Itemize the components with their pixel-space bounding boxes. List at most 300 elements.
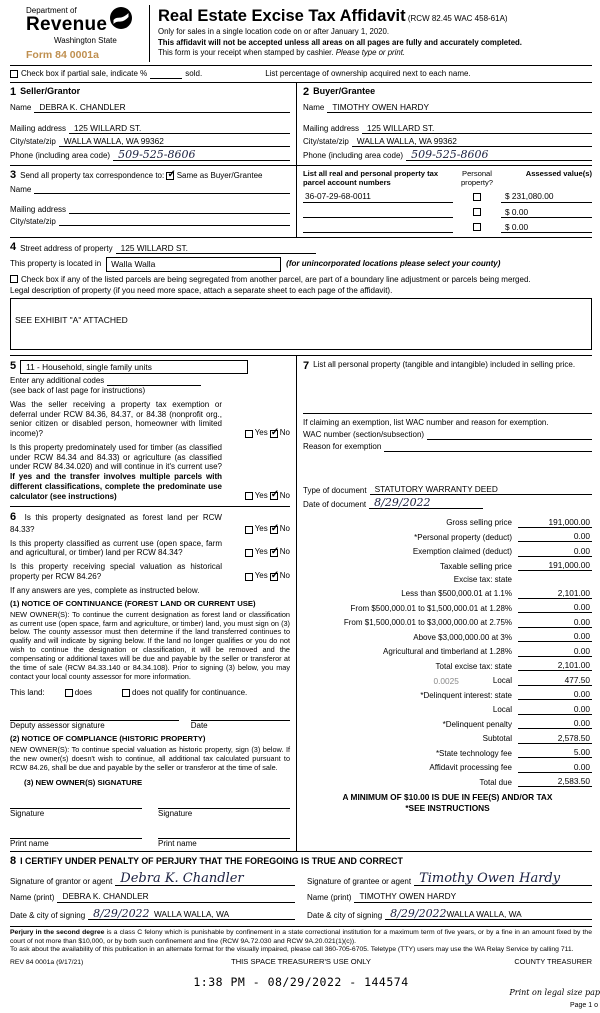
- tax-row-total-state: [303, 660, 592, 671]
- tax-label: Subtotal: [482, 734, 512, 744]
- timber-no-label: No: [279, 490, 290, 500]
- owner-signature-field-1[interactable]: [10, 798, 142, 809]
- personal-property-heading-row: [303, 360, 592, 373]
- section-3-number: 3: [10, 168, 17, 181]
- tax-value-field[interactable]: 477.50: [518, 675, 592, 686]
- tax-value-field[interactable]: 2,101.00: [518, 660, 592, 671]
- owner-print-label-1: Print name: [10, 838, 49, 848]
- current-use-no-label: No: [279, 547, 290, 557]
- owner-signature-block-2: [158, 798, 290, 819]
- timber-yes-checkbox[interactable]: [245, 492, 253, 500]
- buyer-phone-row: [303, 149, 592, 161]
- dept-of-label: Department of: [26, 6, 77, 15]
- correspondence-city-label: City/state/zip: [10, 216, 56, 226]
- parcel-number-field-3[interactable]: [303, 223, 453, 233]
- owner-print-label-2: Print name: [158, 838, 197, 848]
- grantee-print-field[interactable]: TIMOTHY OWEN HARDY: [354, 891, 592, 902]
- new-owners-signature-title: (3) NEW OWNER(S) SIGNATURE: [24, 778, 143, 788]
- agency-wordmark: [26, 6, 107, 36]
- partial-percent-field[interactable]: [150, 70, 182, 79]
- legal-description-label: Legal description of property (if you need more space, attach a separate sheet to each page of the affidavit).: [10, 286, 393, 296]
- timber-yes-no: [226, 443, 290, 502]
- grantor-certification: [10, 868, 303, 920]
- seller-phone-field[interactable]: 509-525-8606: [113, 149, 290, 161]
- personal-property-header: Personal property?: [460, 168, 494, 188]
- buyer-phone-field[interactable]: 509-525-8606: [406, 149, 592, 161]
- grantee-certification: [303, 868, 592, 920]
- correspondence-name-label: Name: [10, 184, 32, 194]
- correspondence-city-field[interactable]: [59, 216, 290, 226]
- assessed-value-field-3[interactable]: $ 0.00: [501, 222, 592, 233]
- tax-label: *Delinquent penalty: [442, 719, 512, 729]
- buyer-heading-row: [303, 86, 592, 99]
- wac-number-field[interactable]: [427, 430, 592, 440]
- certification-heading: I CERTIFY UNDER PENALTY OF PERJURY THAT THE FOREGOING IS TRUE AND CORRECT: [20, 856, 403, 867]
- additional-codes-field[interactable]: [107, 376, 201, 386]
- historic-yes-checkbox[interactable]: [245, 573, 253, 581]
- header-note-2: This affidavit will not be accepted unless all areas on all pages are fully and accurately completed.: [158, 37, 522, 47]
- owner-print-field-1[interactable]: [10, 828, 142, 839]
- grantee-print-row: [307, 891, 592, 902]
- tax-label: Local: [492, 676, 512, 686]
- document-date-row: [303, 497, 592, 509]
- grantor-signature-row: [10, 872, 295, 886]
- parcel-number-field-1[interactable]: 36-07-29-68-0011: [303, 191, 453, 202]
- current-use-yes-no: [226, 539, 290, 559]
- tax-label: *Delinquent interest: state: [420, 690, 512, 700]
- tax-label: Local: [492, 705, 512, 715]
- current-use-question: Is this property classified as current use (open space, farm and agricultural, or timber) land per RCW 84.34?: [10, 538, 222, 558]
- buyer-section: [297, 83, 592, 165]
- spacer: [303, 452, 592, 482]
- tax-row-tier-3: [303, 617, 592, 628]
- additional-codes-label: Enter any additional codes: [10, 376, 105, 386]
- if-yes-note: If any answers are yes, complete as instructed below.: [10, 585, 200, 595]
- tax-value-field[interactable]: 0.00: [518, 546, 592, 557]
- forest-yes-no: [226, 511, 290, 534]
- wac-number-label: WAC number (section/subsection): [303, 430, 425, 440]
- buyer-mailing-row: [303, 123, 592, 134]
- personal-property-label: List all personal property (tangible and intangible) included in selling price.: [313, 360, 576, 370]
- exemption-yes-no: [226, 400, 290, 439]
- tax-value-field[interactable]: 0.00: [518, 689, 592, 700]
- seller-phone-row: [10, 149, 290, 161]
- exemption-reason-field[interactable]: [384, 442, 592, 452]
- tax-row-delinquent-interest-local: [303, 704, 592, 715]
- seller-heading-row: [10, 86, 290, 99]
- correspondence-section: [10, 166, 592, 238]
- owner-signature-label-1: Signature: [10, 808, 45, 818]
- grantor-date-row: [10, 908, 295, 921]
- grantee-date-field[interactable]: 8/29/2022WALLA WALLA, WA: [385, 908, 592, 921]
- owner-print-block-2: [158, 828, 290, 849]
- personal-property-checkbox-2[interactable]: [473, 208, 481, 216]
- deputy-date-field[interactable]: [191, 710, 290, 721]
- current-use-yes-label: Yes: [254, 547, 268, 557]
- historic-no-checkbox[interactable]: ✓: [270, 569, 280, 581]
- parcel-row-3: [303, 222, 592, 233]
- exemption-yes-checkbox[interactable]: [245, 430, 253, 438]
- county-treasurer-label: COUNTY TREASURER: [514, 957, 592, 967]
- correspondence-heading-row: [10, 169, 290, 182]
- seller-section: [10, 83, 297, 165]
- certification-section: [10, 852, 592, 927]
- timber-question-row: [10, 443, 290, 502]
- land-use-section: [10, 360, 290, 501]
- tax-value-field[interactable]: 5.00: [518, 747, 592, 758]
- exemption-yes-label: Yes: [254, 428, 268, 438]
- street-address-label: Street address of property: [20, 244, 113, 254]
- tax-table: [303, 513, 592, 787]
- deputy-date-block: [191, 710, 290, 731]
- forest-question-row: [10, 511, 290, 534]
- correspondence-name-row: [10, 184, 290, 194]
- correspondence-mailing-field[interactable]: [69, 204, 290, 214]
- grantee-signature-row: [307, 872, 592, 886]
- personal-property-cell-1: [453, 193, 501, 203]
- see-instructions-note: *SEE INSTRUCTIONS: [405, 802, 490, 813]
- treasurer-row: [10, 957, 592, 967]
- notice-continuance-title: (1) NOTICE OF CONTINUANCE (FOREST LAND OR CURRENT USE): [10, 599, 256, 609]
- perjury-note: Perjury in the second degree is a class C felony which is punishable by confinement in a state correctional institution for a maximum term of five years, or by a fine in an amount fixed by the court of not more than $10,000, or by both such confinement and fine (RCW 9A.72.030 and RCW 9A.20.021(1)(c)).: [10, 929, 592, 945]
- header-note-1: Only for sales in a single location code on or after January 1, 2020.: [158, 27, 390, 37]
- left-column: [10, 356, 297, 851]
- seller-mailing-label: Mailing address: [10, 124, 67, 134]
- tax-row-gross: [303, 517, 592, 528]
- revenue-logo-icon: [110, 7, 132, 36]
- tax-label: Total excise tax: state: [435, 661, 512, 671]
- land-use-code-row: [10, 360, 290, 374]
- grantor-print-label: Name (print): [10, 892, 55, 902]
- buyer-city-field[interactable]: WALLA WALLA, WA 99362: [352, 136, 592, 147]
- property-section: [10, 238, 592, 356]
- tax-value-field[interactable]: 0.00: [518, 602, 592, 613]
- grantee-date-row: [307, 908, 592, 921]
- land-qualify-row: [10, 688, 290, 698]
- local-rate: 0.0025: [433, 675, 459, 686]
- right-column: [297, 356, 592, 851]
- alt-format-note: To ask about the availability of this publication in an alternate format for the visually impaired, please call 360-705-6705. Teletype (TTY) users may use the WA Relay Service by calling 711.: [10, 945, 574, 953]
- tax-value-field[interactable]: 0.00: [518, 617, 592, 628]
- correspondence-city-row: [10, 216, 290, 226]
- header-note-3-italic: Please type or print.: [335, 48, 406, 58]
- tax-label: Above $3,000,000.00 at 3%: [413, 632, 512, 642]
- assessed-value-field-1[interactable]: $ 231,080.00: [501, 191, 592, 202]
- tax-label: Affidavit processing fee: [429, 763, 512, 773]
- form-header: [10, 5, 592, 66]
- parties-section: [10, 83, 592, 166]
- parcel-row-2: [303, 207, 592, 218]
- tax-label: Less than $500,000.01 at 1.1%: [401, 589, 512, 599]
- ownership-percentage-note: List percentage of ownership acquired next to each name.: [265, 69, 471, 79]
- document-date-field[interactable]: 8/29/2022: [369, 497, 483, 509]
- section-2-number: 2: [303, 86, 310, 99]
- header-note-3: [158, 48, 592, 58]
- tax-label: Exemption claimed (deduct): [412, 547, 512, 557]
- segregated-label: Check box if any of the listed parcels are being segregated from another parcel, are part of a boundary line adjustment or parcels being merged.: [21, 274, 531, 284]
- divider: [303, 413, 592, 414]
- grantee-date-label: Date & city of signing: [307, 910, 383, 920]
- partial-sale-label: Check box if partial sale, indicate %: [21, 69, 148, 79]
- historic-question-row: [10, 562, 290, 582]
- tax-value-field[interactable]: 191,000.00: [518, 560, 592, 571]
- street-address-field[interactable]: 125 WILLARD ST.: [116, 243, 316, 254]
- this-land-label: This land:: [10, 687, 45, 697]
- correspondence-label: Send all property tax correspondence to:: [20, 170, 165, 180]
- buyer-mailing-label: Mailing address: [303, 124, 360, 134]
- seller-city-field[interactable]: WALLA WALLA, WA 99362: [59, 136, 290, 147]
- tax-label: Taxable selling price: [439, 561, 512, 571]
- same-as-buyer-checkbox[interactable]: ✓: [167, 168, 176, 180]
- document-type-label: Type of document: [303, 485, 367, 495]
- tax-label: *Personal property (deduct): [414, 532, 512, 542]
- personal-property-cell-3: [453, 223, 501, 233]
- correspondence-mailing-label: Mailing address: [10, 204, 67, 214]
- additional-codes-note: (see back of last page for instructions): [10, 386, 146, 396]
- tax-row-technology-fee: [303, 747, 592, 758]
- personal-property-list-area[interactable]: [303, 373, 592, 409]
- parcel-row-1: [303, 191, 592, 202]
- main-columns: [10, 356, 592, 852]
- buyer-city-row: [303, 136, 592, 147]
- tax-label: From $500,000.01 to $1,500,000.01 at 1.28%: [350, 603, 512, 613]
- land-does-not-label: does not qualify for continuance.: [132, 687, 248, 697]
- correspondence-left: [10, 166, 297, 237]
- tax-row-tier-1: [303, 588, 592, 599]
- street-address-row: [10, 241, 592, 254]
- owner-signature-row: [10, 798, 290, 819]
- located-in-label: This property is located in: [10, 259, 102, 269]
- header-note-3-text: This form is your receipt when stamped by cashier.: [158, 48, 334, 58]
- assessed-value-field-2[interactable]: $ 0.00: [501, 207, 592, 218]
- certification-heading-row: [10, 855, 592, 868]
- timber-yes-label: Yes: [254, 490, 268, 500]
- correspondence-mailing-row: [10, 204, 290, 214]
- grantor-date-field[interactable]: 8/29/2022 WALLA WALLA, WA: [88, 908, 295, 921]
- grantor-signature-label: Signature of grantor or agent: [10, 876, 113, 886]
- tax-row-tier-4: [303, 631, 592, 642]
- owner-signature-label-2: Signature: [158, 808, 193, 818]
- historic-yes-no: [226, 562, 290, 582]
- tax-label: Gross selling price: [446, 518, 512, 528]
- tax-row-taxable: [303, 560, 592, 571]
- rcw-reference: (RCW 82.45 WAC 458-61A): [407, 14, 508, 23]
- seller-name-field[interactable]: DEBRA K. CHANDLER: [34, 102, 290, 113]
- owner-signature-block-1: [10, 798, 142, 819]
- current-use-no-checkbox[interactable]: ✓: [270, 546, 280, 558]
- personal-property-checkbox-1[interactable]: [473, 193, 481, 201]
- seller-name-row: [10, 102, 290, 113]
- county-select[interactable]: Walla Walla: [106, 257, 281, 271]
- grantee-print-label: Name (print): [307, 892, 352, 902]
- owner-signature-field-2[interactable]: [158, 798, 290, 809]
- land-does-not-checkbox[interactable]: [122, 689, 130, 697]
- buyer-mailing-field[interactable]: 125 WILLARD ST.: [362, 123, 592, 134]
- located-in-row: [10, 257, 592, 271]
- form-number: Form 84 0001a: [26, 48, 99, 61]
- spacer: [10, 113, 290, 121]
- rev-form-number: REV 84 0001a (9/17/21): [10, 959, 84, 967]
- section-8-number: 8: [10, 855, 17, 868]
- page-number-note: Page 1 o: [569, 1001, 598, 1009]
- segregated-row: [10, 275, 592, 285]
- title-block: [150, 5, 592, 62]
- tax-label: *State technology fee: [435, 748, 512, 758]
- owner-print-field-2[interactable]: [158, 828, 290, 839]
- personal-property-checkbox-3[interactable]: [473, 223, 481, 231]
- forest-no-label: No: [279, 523, 290, 533]
- tax-row-excise-header: [303, 575, 592, 585]
- tax-row-agricultural: [303, 646, 592, 657]
- buyer-name-label: Name: [303, 102, 325, 112]
- tax-value-field[interactable]: 2,583.50: [518, 776, 592, 787]
- section-1-number: 1: [10, 86, 17, 99]
- agency-name: Revenue: [26, 13, 108, 35]
- cashier-stamp: 1:38 PM - 08/29/2022 - 144574: [193, 975, 409, 990]
- agency-block: [10, 5, 150, 62]
- tax-row-processing-fee: [303, 762, 592, 773]
- seller-city-label: City/state/zip: [10, 137, 56, 147]
- form-title: Real Estate Excise Tax Affidavit: [158, 7, 406, 25]
- buyer-name-field[interactable]: TIMOTHY OWEN HARDY: [327, 102, 592, 113]
- same-as-buyer-label: Same as Buyer/Grantee: [176, 170, 263, 180]
- notice-compliance-body: NEW OWNER(S): To continue special valuation as historic property, sign (3) below. If the new owner(s) doesn't wish to continue, all additional tax calculated pursuant to RCW 84.26, shall be due and payable by the seller or transferor at the time of sale.: [10, 744, 290, 772]
- correspondence-name-field[interactable]: [34, 184, 290, 194]
- tax-value-field[interactable]: 2,578.50: [518, 733, 592, 744]
- document-type-field[interactable]: STATUTORY WARRANTY DEED: [370, 484, 592, 495]
- forest-no-checkbox[interactable]: ✓: [270, 522, 280, 534]
- tax-row-tier-2: [303, 602, 592, 613]
- tax-row-subtotal: [303, 733, 592, 744]
- grantee-signature-field[interactable]: Timothy Owen Hardy: [414, 872, 592, 886]
- grantor-print-row: [10, 891, 295, 902]
- treasurer-space-label: THIS SPACE TREASURER'S USE ONLY: [231, 957, 371, 967]
- tax-row-total-due: [303, 776, 592, 787]
- partial-sold-label: sold.: [185, 69, 203, 79]
- seller-city-row: [10, 136, 290, 147]
- tax-label: Agricultural and timberland at 1.28%: [383, 647, 512, 657]
- deputy-signature-field[interactable]: [10, 710, 179, 721]
- designation-section: [10, 506, 290, 848]
- tax-value-field[interactable]: 0.00: [518, 704, 592, 715]
- grantor-print-field[interactable]: DEBRA K. CHANDLER: [57, 891, 295, 902]
- historic-question: Is this property receiving special valuation as historical property per RCW 84.26?: [10, 562, 222, 581]
- deputy-date-label: Date: [190, 720, 208, 730]
- parcel-numbers-header: List all real and personal property tax parcel account numbers: [303, 168, 439, 188]
- forest-yes-label: Yes: [254, 523, 268, 533]
- tax-value-field[interactable]: 0.00: [518, 762, 592, 773]
- tax-label: Excise tax: state: [453, 574, 512, 584]
- grantor-date-label: Date & city of signing: [10, 910, 86, 920]
- assessed-value-header: Assessed value(s): [525, 168, 592, 178]
- deputy-signature-label: Deputy assessor signature: [10, 720, 105, 730]
- seller-mailing-row: [10, 123, 290, 134]
- partial-sale-row: [10, 66, 592, 83]
- document-date-label: Date of document: [303, 499, 367, 509]
- exemption-no-label: No: [279, 428, 290, 438]
- tax-value-field[interactable]: 191,000.00: [518, 517, 592, 528]
- document-type-row: [303, 484, 592, 495]
- exemption-reason-row: [303, 442, 592, 452]
- partial-sale-checkbox[interactable]: [10, 70, 18, 78]
- parcel-table-header: [303, 169, 592, 188]
- buyer-heading: Buyer/Grantee: [313, 86, 376, 97]
- notice-continuance-body: NEW OWNER(S): To continue the current designation as forest land or classification as current use (open space, farm and agriculture, or timber) land, you must sign on (3) below. The county assessor must then determine if the land transferred continues to qualify and will indicate by signing below. If the land no longer qualifies or you do not wish to continue the designation or classification, it will be removed and the compensating or additional taxes will be due and payable by the seller or transferor at the time of sale (RCW 84.33.140 or 84.34.108). Prior to signing (3) below, you may contact your local county assessor for more information.: [10, 609, 290, 681]
- forest-question: 6 Is this property designated as forest land per RCW 84.33?: [10, 511, 222, 534]
- personal-property-cell-2: [453, 208, 501, 218]
- grantor-signature-field[interactable]: Debra K. Chandler: [115, 872, 295, 886]
- tax-value-field[interactable]: 2,101.00: [518, 588, 592, 599]
- tax-value-field[interactable]: 0.00: [518, 646, 592, 657]
- current-use-yes-checkbox[interactable]: [245, 549, 253, 557]
- buyer-city-label: City/state/zip: [303, 137, 349, 147]
- historic-no-label: No: [279, 570, 290, 580]
- agency-top-row: [26, 6, 147, 36]
- form-footer: [10, 927, 600, 1013]
- segregated-checkbox[interactable]: [10, 275, 18, 283]
- minimum-due-note: A MINIMUM OF $10.00 IS DUE IN FEE(S) AND/OR TAX: [342, 792, 553, 803]
- forest-yes-checkbox[interactable]: [245, 526, 253, 534]
- owner-print-row: [10, 828, 290, 849]
- section-5-number: 5: [10, 360, 17, 373]
- title-row: [158, 6, 592, 26]
- section-7-number: 7: [303, 360, 310, 373]
- exemption-question-row: [10, 400, 290, 439]
- exemption-claim-label: If claiming an exemption, list WAC number and reason for exemption.: [303, 418, 549, 428]
- certification-columns: [10, 868, 592, 920]
- parcel-number-field-2[interactable]: [303, 208, 453, 218]
- tax-value-field[interactable]: 0.00: [518, 718, 592, 729]
- land-does-checkbox[interactable]: [65, 689, 73, 697]
- seller-name-label: Name: [10, 102, 32, 112]
- tax-value-field[interactable]: 0.00: [518, 531, 592, 542]
- timber-no-checkbox[interactable]: ✓: [270, 489, 280, 501]
- tax-row-exemption-deduct: [303, 546, 592, 557]
- buyer-name-row: [303, 102, 592, 113]
- seller-mailing-field[interactable]: 125 WILLARD ST.: [69, 123, 290, 134]
- tax-label: From $1,500,000.01 to $3,000,000.00 at 2.75%: [343, 618, 512, 628]
- parcel-table: [297, 166, 592, 237]
- historic-yes-label: Yes: [254, 570, 268, 580]
- additional-codes-row: [10, 376, 290, 386]
- tax-label: Total due: [479, 777, 512, 787]
- land-use-code-select[interactable]: 11 - Household, single family units: [20, 360, 248, 374]
- wac-number-row: [303, 430, 592, 440]
- tax-row-local: [303, 675, 592, 686]
- tax-value-field[interactable]: 0.00: [518, 631, 592, 642]
- deputy-assessor-row: [10, 710, 290, 731]
- seller-phone-label: Phone (including area code): [10, 151, 111, 161]
- tax-row-delinquent-penalty: [303, 718, 592, 729]
- seller-heading: Seller/Grantor: [20, 86, 81, 97]
- current-use-question-row: [10, 539, 290, 559]
- section-4-number: 4: [10, 240, 17, 253]
- legal-description-field[interactable]: SEE EXHIBIT "A" ATTACHED: [10, 298, 592, 350]
- spacer: [10, 194, 290, 202]
- print-size-note: Print on legal size pap: [509, 987, 600, 997]
- buyer-phone-label: Phone (including area code): [303, 151, 404, 161]
- grantee-signature-label: Signature of grantee or agent: [307, 876, 412, 886]
- tax-row-delinquent-interest-state: [303, 689, 592, 700]
- exemption-reason-label: Reason for exemption: [303, 442, 382, 452]
- notice-compliance-title: (2) NOTICE OF COMPLIANCE (HISTORIC PROPERTY): [10, 734, 206, 744]
- located-in-note: (for unincorporated locations please select your county): [286, 259, 501, 269]
- section-6-number: 6: [10, 511, 17, 524]
- land-does-label: does: [74, 687, 93, 697]
- exemption-no-checkbox[interactable]: ✓: [270, 426, 280, 438]
- timber-question: Is this property predominately used for timber (as classified under RCW 84.34 and 84.33) or agriculture (as classified under RCW 84.34.020) and will continue in it's current use? If yes and the transfer involves multiple parcels with different classifications, complete the predominate use calculator (see instructions): [10, 442, 222, 501]
- exemption-question: Was the seller receiving a property tax exemption or deferral under RCW 84.36, 84.37, or 84.38 (nonprofit org., senior citizen or disabled person, homeowner with limited income)?: [10, 399, 222, 439]
